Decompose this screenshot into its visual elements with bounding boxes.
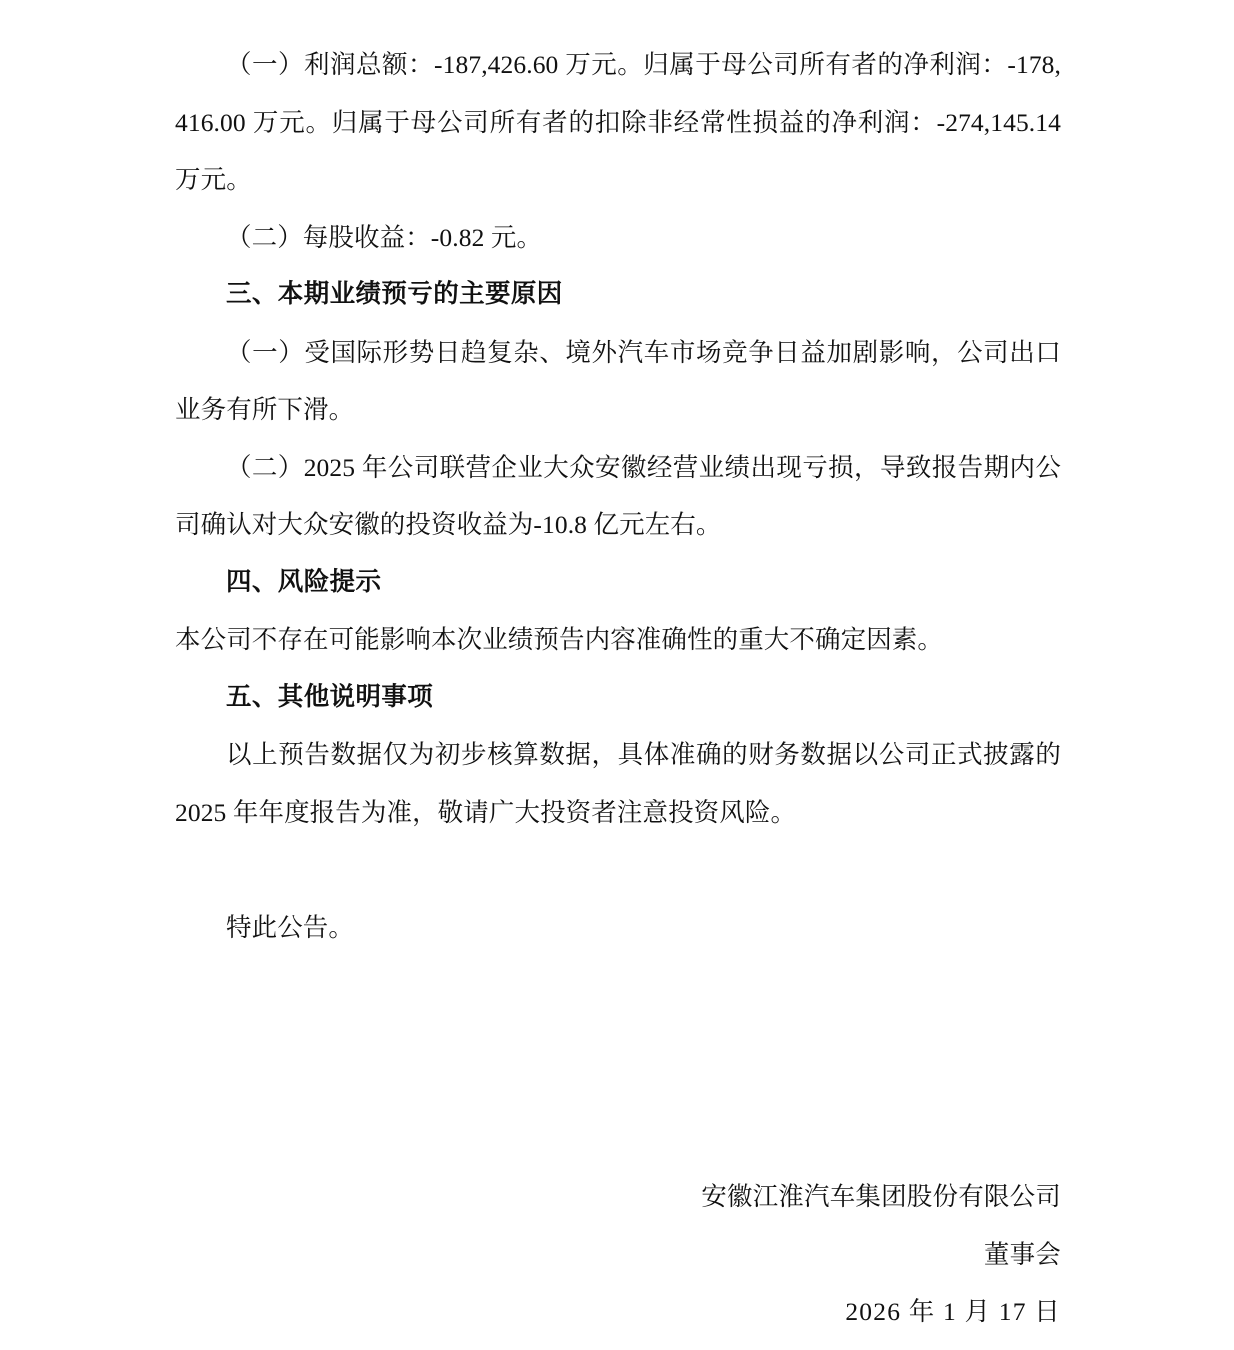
paragraph-other-notes: 以上预告数据仅为初步核算数据，具体准确的财务数据以公司正式披露的 2025 年年度报告为准，敬请广大投资者注意投资风险。 bbox=[175, 740, 1061, 827]
paragraph-reason-two: （二）2025 年公司联营企业大众安徽经营业绩出现亏损，导致报告期内公司确认对大众安徽的投资收益为-10.8 亿元左右。 bbox=[175, 452, 1061, 539]
section-heading-four: 四、风险提示 bbox=[226, 567, 382, 596]
paragraph-closing-statement: 特此公告。 bbox=[226, 912, 355, 942]
signature-company-name: 安徽江淮汽车集团股份有限公司 bbox=[701, 1182, 1061, 1211]
paragraph-eps: （二）每股收益：-0.82 元。 bbox=[226, 222, 543, 252]
section-heading-five: 五、其他说明事项 bbox=[226, 682, 434, 711]
paragraph-risk-statement: 本公司不存在可能影响本次业绩预告内容准确性的重大不确定因素。 bbox=[175, 625, 944, 654]
closing-spacer bbox=[175, 841, 1061, 899]
signature-block bbox=[175, 1168, 1061, 1341]
document-body bbox=[175, 36, 1061, 956]
section-heading-three: 三、本期业绩预亏的主要原因 bbox=[226, 280, 563, 308]
paragraph-reason-one: （一）受国际形势日趋复杂、境外汽车市场竞争日益加剧影响，公司出口业务有所下滑。 bbox=[175, 337, 1061, 424]
signature-date: 2026 年 1 月 17 日 bbox=[845, 1297, 1061, 1326]
paragraph-profit-total: （一）利润总额：-187,426.60 万元。归属于母公司所有者的净利润：-178,416.00 万元。归属于母公司所有者的扣除非经常性损益的净利润：-274,145.14 万元。 bbox=[175, 50, 1061, 194]
signature-board-of-directors: 董事会 bbox=[983, 1239, 1061, 1269]
